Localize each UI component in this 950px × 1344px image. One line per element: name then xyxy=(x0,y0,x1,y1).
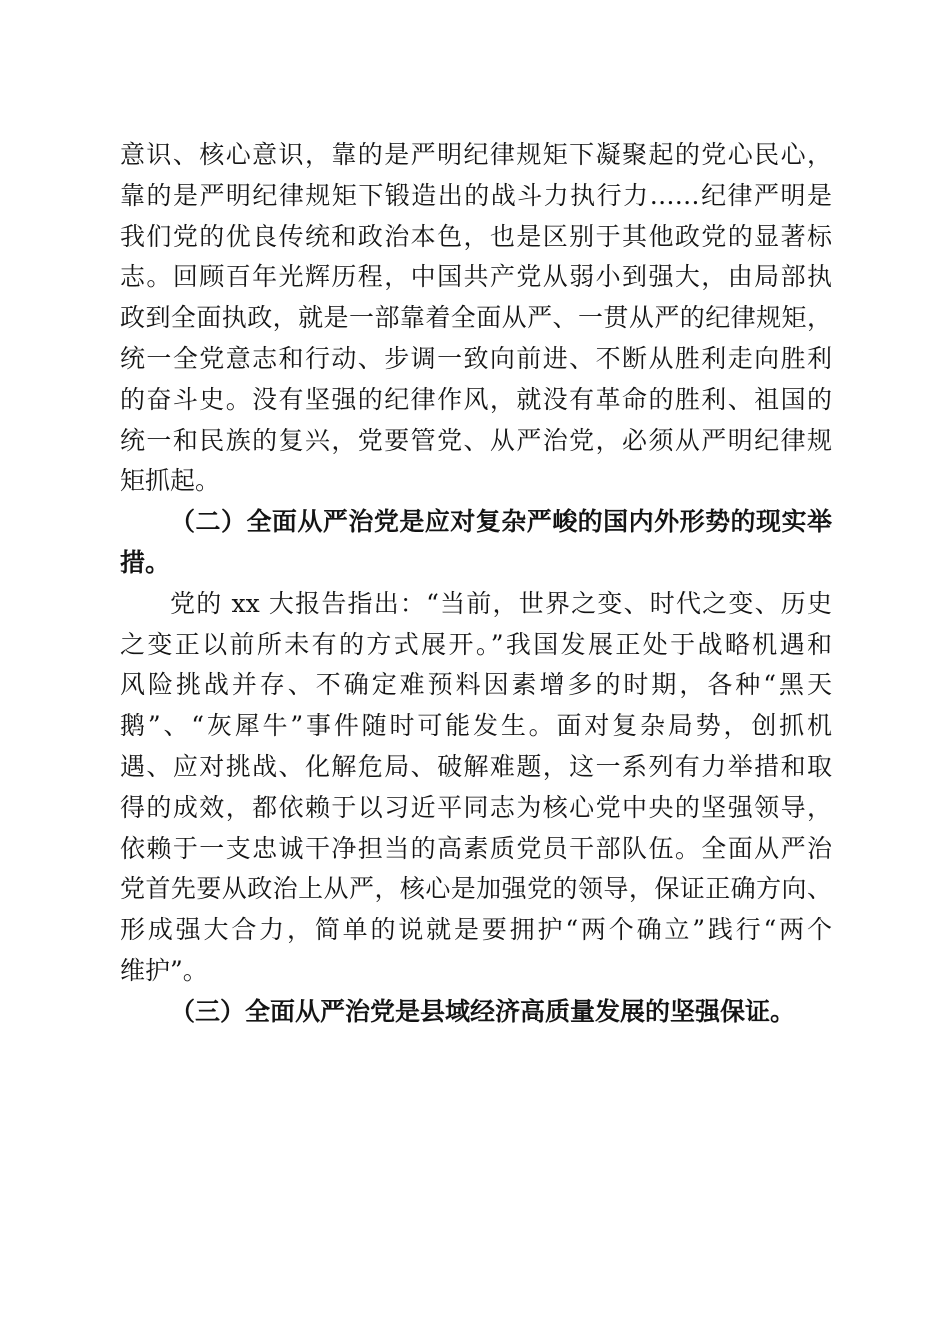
section-heading-line: （二）全面从严治党是应对复杂严峻的国内外形势的现实举 xyxy=(170,507,832,537)
paragraph-line: 遇、应对挑战、化解危局、破解难题，这一系列有力举措和取 xyxy=(120,751,832,781)
paragraph-line: 之变正以前所未有的方式展开。”我国发展正处于战略机遇和 xyxy=(120,629,832,659)
paragraph-line: 的奋斗史。没有坚强的纪律作风，就没有革命的胜利、祖国的 xyxy=(120,384,832,414)
paragraph-line: 志。回顾百年光辉历程，中国共产党从弱小到强大，由局部执 xyxy=(120,262,832,292)
paragraph-line: 统一和民族的复兴，党要管党、从严治党，必须从严明纪律规 xyxy=(120,425,832,455)
document-body xyxy=(120,135,832,1033)
paragraph-line: 依赖于一支忠诚干净担当的高素质党员干部队伍。全面从严治 xyxy=(120,833,832,863)
paragraph-line: 形成强大合力，简单的说就是要拥护“两个确立”践行“两个 xyxy=(120,915,832,945)
section-heading-line: 措。 xyxy=(120,547,171,577)
paragraph-line: 靠的是严明纪律规矩下锻造出的战斗力执行力……纪律严明是 xyxy=(120,180,832,210)
paragraph-line: 党的 xx 大报告指出：“当前，世界之变、时代之变、历史 xyxy=(170,588,832,618)
paragraph-line: 鹅”、“灰犀牛”事件随时可能发生。面对复杂局势，创抓机 xyxy=(120,711,832,741)
paragraph-line: 风险挑战并存、不确定难预料因素增多的时期，各种“黑天 xyxy=(120,670,832,700)
paragraph-line: 得的成效，都依赖于以习近平同志为核心党中央的坚强领导， xyxy=(120,792,832,822)
paragraph-line: 政到全面执政，就是一部靠着全面从严、一贯从严的纪律规矩， xyxy=(120,303,832,333)
section-heading-line: （三）全面从严治党是县域经济高质量发展的坚强保证。 xyxy=(170,996,796,1026)
paragraph-line: 我们党的优良传统和政治本色，也是区别于其他政党的显著标 xyxy=(120,221,832,251)
paragraph-line: 党首先要从政治上从严，核心是加强党的领导，保证正确方向、 xyxy=(120,874,832,904)
paragraph-line: 维护”。 xyxy=(120,955,208,985)
paragraph-line: 矩抓起。 xyxy=(120,466,221,496)
paragraph-line: 意识、核心意识，靠的是严明纪律规矩下凝聚起的党心民心， xyxy=(120,140,832,169)
paragraph-line: 统一全党意志和行动、步调一致向前进、不断从胜利走向胜利 xyxy=(120,343,832,373)
